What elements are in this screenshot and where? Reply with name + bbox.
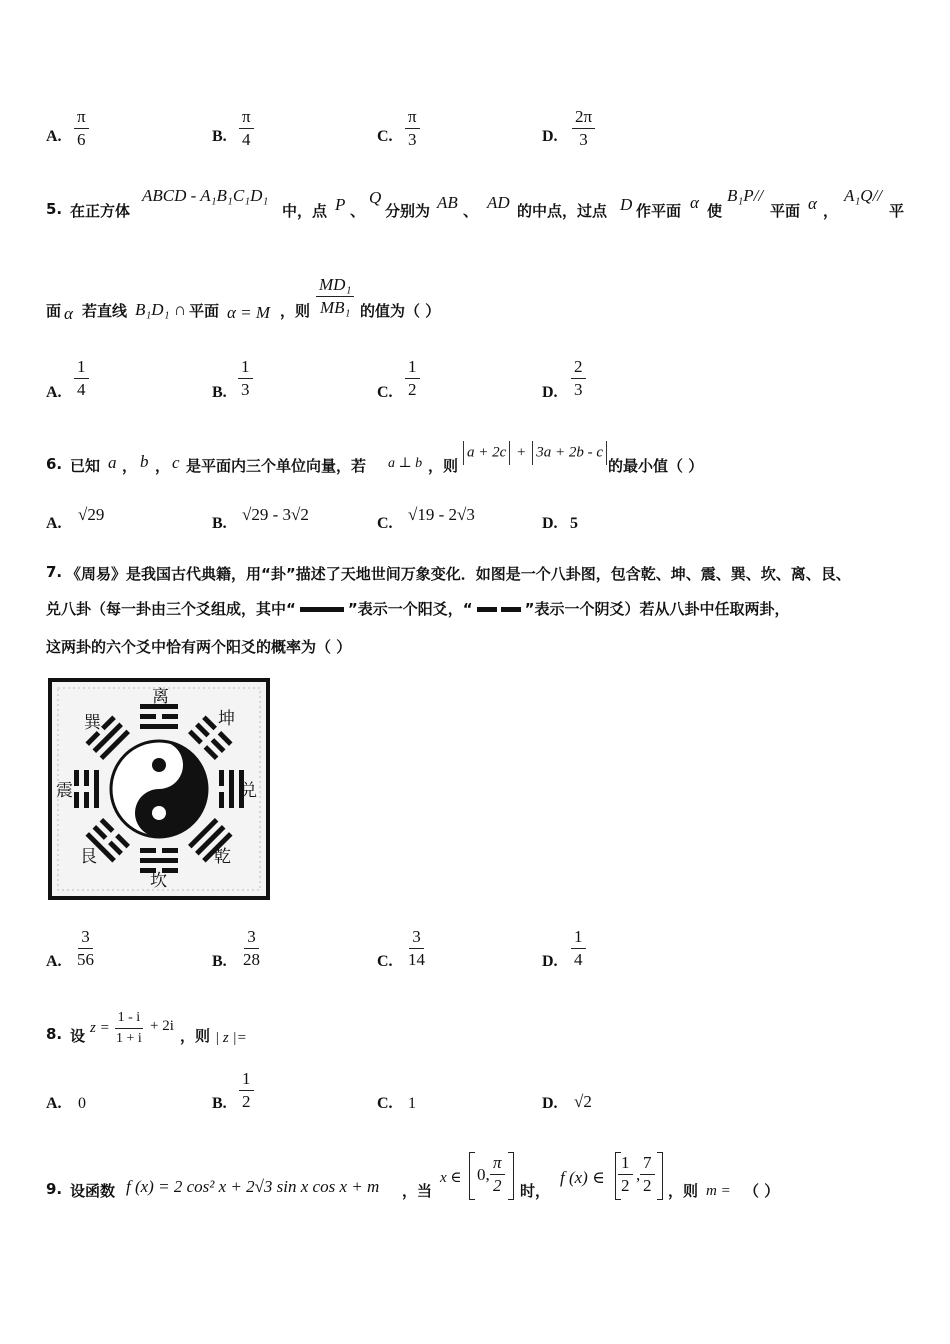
q5-plane-alpha: α: [690, 193, 699, 212]
q7-option-c-letter: C.: [377, 953, 393, 970]
q8-option-a-letter: A.: [46, 1095, 62, 1112]
q4-option-c-value: $\frac{\pi}{3}$: [405, 106, 420, 151]
q5-option-c-value: $\frac{1}{2}$: [405, 356, 420, 401]
q8-option-b-letter: B.: [212, 1095, 227, 1112]
q9-text: ，则: [668, 1182, 699, 1200]
bagua-label-kan: 坎: [150, 871, 167, 891]
q6-number: 6.: [46, 455, 63, 473]
q9-range-low: $\frac{1}{2}$: [618, 1152, 633, 1197]
q5-option-b-letter: B.: [212, 384, 227, 401]
q5-text: 平: [889, 202, 905, 220]
q7-option-a-letter: A.: [46, 953, 62, 970]
q7-option-c-value: $\frac{3}{14}$: [408, 927, 425, 969]
q5-segment-ad: AD: [487, 193, 510, 212]
q9-range-comma: ,: [636, 1165, 641, 1184]
q6-text: ，则: [428, 457, 459, 475]
q6-vector-b: b: [140, 452, 149, 471]
q5-text: ，则: [280, 302, 311, 320]
q5-text: 的值为（ ）: [360, 302, 441, 320]
q6-text: 的最小值（ ）: [608, 457, 704, 475]
q9-range-right-bracket: [657, 1152, 663, 1200]
q7-text-line-2: 兑八卦（每一卦由三个爻组成，其中“ ”表示一个阳爻，“ ”表示一个阴爻）若从八卦中任取两卦，: [46, 600, 790, 618]
q5-text: 、: [350, 202, 366, 220]
q7-option-a-value: $\frac{3}{56}$: [77, 927, 94, 969]
q8-text: 设: [70, 1027, 86, 1045]
q5-segment-ab: AB: [437, 193, 458, 212]
q8-option-d-letter: D.: [542, 1095, 558, 1112]
q7-option-b-letter: B.: [212, 953, 227, 970]
q5-plane-alpha: α: [808, 194, 817, 213]
taiji-icon: [111, 741, 207, 837]
q9-x-in: x ∈: [440, 1170, 462, 1186]
q5-text: 在正方体: [70, 202, 131, 220]
q5-a1q: A₁Q//: [844, 186, 883, 205]
q5-alpha-eq-m: α = M: [227, 303, 271, 322]
q6-expression: a + 2c + 3a + 2b - c: [460, 441, 610, 465]
q5-option-d-value: $\frac{2}{3}$: [571, 356, 586, 401]
q4-option-d-letter: D.: [542, 128, 558, 145]
q5-point-p: P: [335, 195, 346, 214]
q9-pi-half: $\frac{\pi}{2}$: [490, 1152, 505, 1197]
q4-option-b-value: $\frac{\pi}{4}$: [239, 106, 254, 151]
q9-text: 设函数: [70, 1182, 116, 1200]
q5-point-q: Q: [369, 188, 382, 207]
q5-b1d1: B₁D₁ ∩: [135, 300, 187, 319]
q6-option-b-value: √29 - 3√2: [242, 505, 309, 524]
yang-yao-icon: [300, 607, 344, 612]
q9-text: ，当: [402, 1182, 433, 1200]
q5-b1p: B₁P//: [727, 186, 764, 205]
q9-m-eq: m =: [706, 1183, 731, 1199]
q5-cube-name: ABCD - A₁B₁C₁D₁: [142, 186, 269, 205]
bagua-diagram: [48, 678, 270, 900]
q5-option-d-letter: D.: [542, 384, 558, 401]
q8-option-d-value: √2: [574, 1092, 592, 1111]
q6-option-d-value: 5: [570, 515, 578, 532]
q5-option-b-value: $\frac{1}{3}$: [238, 356, 253, 401]
q6-option-a-value: √29: [78, 505, 105, 524]
q8-z-eq: z =: [90, 1020, 110, 1036]
q9-range-high: $\frac{7}{2}$: [640, 1152, 655, 1197]
bagua-label-xun: 巽: [84, 713, 101, 733]
yin-yao-icon: [477, 607, 497, 612]
bagua-label-qian: 乾: [214, 847, 231, 867]
bagua-label-zhen: 震: [56, 781, 73, 801]
q8-abs-z: | z |=: [215, 1030, 247, 1046]
q5-ratio-fraction: $\frac{\text{MD₁}}{\text{MB₁}}$: [316, 274, 354, 319]
q5-text: 若直线: [82, 302, 128, 320]
q5-text: 面: [46, 302, 62, 320]
q8-plus-2i: + 2i: [150, 1018, 174, 1034]
q9-text: 时，: [520, 1182, 551, 1200]
q5-text: 分别为: [385, 202, 431, 220]
q8-option-a-value: 0: [78, 1095, 86, 1112]
q8-number: 8.: [46, 1025, 63, 1043]
q5-text: 的中点，过点: [517, 202, 608, 220]
bagua-label-kun: 坤: [218, 709, 235, 729]
q8-option-c-value: 1: [408, 1095, 416, 1112]
q5-point-d: D: [620, 195, 633, 214]
q8-option-c-letter: C.: [377, 1095, 393, 1112]
q7-text-line-1: 《周易》是我国古代典籍，用“卦”描述了天地世间万象变化．如图是一个八卦图，包含乾、坤、震、巽、坎、离、艮、: [66, 565, 851, 583]
q4-option-d-value: $\frac{2\pi}{3}$: [572, 106, 595, 151]
q6-text: 已知: [70, 457, 101, 475]
q4-option-a-letter: A.: [46, 128, 62, 145]
q6-option-d-letter: D.: [542, 515, 558, 532]
q5-number: 5.: [46, 200, 63, 218]
q5-text: 、: [463, 202, 479, 220]
q4-option-a-value: $\frac{\pi}{6}$: [74, 106, 89, 151]
q5-option-a-value: $\frac{1}{4}$: [74, 356, 89, 401]
q6-perp: a ⊥ b: [388, 456, 423, 471]
q5-text: 使: [707, 202, 723, 220]
q6-option-c-value: √19 - 2√3: [408, 505, 475, 524]
q8-option-b-value: $\frac{1}{2}$: [239, 1068, 254, 1113]
q9-fx-in: f (x) ∈: [560, 1168, 605, 1187]
bagua-label-li: 离: [152, 687, 169, 707]
q8-fraction: $\frac{1 - i}{1 + i}$: [116, 1010, 142, 1046]
q5-text: ，: [823, 202, 839, 220]
q9-right-bracket: [508, 1152, 514, 1200]
q5-option-c-letter: C.: [377, 384, 393, 401]
q9-function: f (x) = 2 cos² x + 2√3 sin x cos x + m: [126, 1177, 380, 1196]
q4-option-b-letter: B.: [212, 128, 227, 145]
q9-left-bracket: [469, 1152, 475, 1200]
q6-option-b-letter: B.: [212, 515, 227, 532]
q4-option-c-letter: C.: [377, 128, 393, 145]
q7-text-line-3: 这两卦的六个爻中恰有两个阳爻的概率为（ ）: [46, 638, 352, 656]
q5-option-a-letter: A.: [46, 384, 62, 401]
q8-text: ，则: [180, 1027, 211, 1045]
q7-option-b-value: $\frac{3}{28}$: [243, 927, 260, 969]
q6-text: 是平面内三个单位向量，若: [186, 457, 367, 475]
bagua-label-dui: 兑: [240, 781, 257, 801]
q5-text: 作平面: [636, 202, 682, 220]
q6-option-c-letter: C.: [377, 515, 393, 532]
q5-text: 平面: [770, 202, 801, 220]
q6-option-a-letter: A.: [46, 515, 62, 532]
q5-text: 平面: [189, 302, 220, 320]
q6-vector-a: a: [108, 453, 117, 472]
q7-number: 7.: [46, 563, 63, 581]
q9-interval-start: 0,: [477, 1165, 490, 1184]
q9-number: 9.: [46, 1180, 63, 1198]
q5-text: 中，点: [282, 202, 328, 220]
q7-option-d-letter: D.: [542, 953, 558, 970]
q5-plane-alpha: α: [64, 304, 73, 323]
q9-text: （ ）: [744, 1182, 780, 1200]
q6-vector-c: c: [172, 453, 180, 472]
q7-option-d-value: $\frac{1}{4}$: [571, 926, 586, 971]
bagua-label-gen: 艮: [80, 847, 97, 867]
